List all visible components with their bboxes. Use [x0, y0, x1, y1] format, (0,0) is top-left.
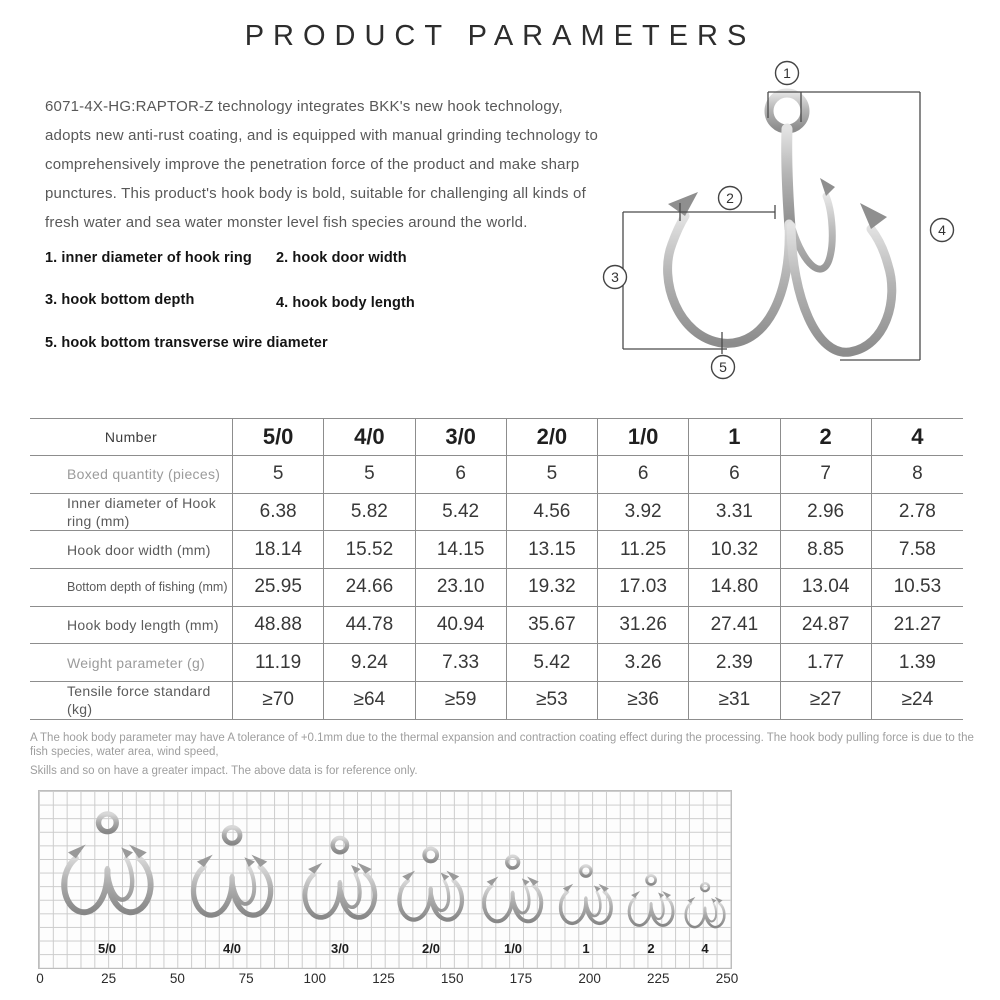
table-cell: ≥59	[416, 682, 507, 720]
table-cell: 2.78	[872, 494, 963, 532]
table-cell: 23.10	[416, 569, 507, 607]
table-header-size-4: 4	[872, 419, 963, 456]
treble-hook-drawing	[570, 58, 1000, 388]
table-cell: 6	[689, 456, 780, 494]
table-cell: ≥64	[324, 682, 415, 720]
table-header-size-5/0: 5/0	[233, 419, 324, 456]
ruler-number: 25	[101, 971, 117, 986]
description-line: punctures. This product's hook body is bold, suitable for challenging all kinds of	[45, 185, 586, 202]
size-chart-label: 5/0	[97, 941, 117, 956]
footnote-line: Skills and so on have a greater impact. The above data is for reference only.	[30, 765, 418, 777]
ruler-number: 150	[440, 971, 464, 986]
table-cell: 8	[872, 456, 963, 494]
table-cell: ≥31	[689, 682, 780, 720]
ruler-number: 100	[303, 971, 327, 986]
marker-5-label: 5	[719, 359, 727, 375]
table-row-label: Boxed quantity (pieces)	[30, 456, 233, 494]
legend-item-2: 2. hook door width	[276, 250, 407, 266]
table-cell: 8.85	[781, 531, 872, 569]
ruler-number: 125	[372, 971, 395, 986]
table-cell: 3.26	[598, 644, 689, 682]
table-cell: 10.53	[872, 569, 963, 607]
ruler	[0, 971, 1000, 993]
treble-hook-size-2	[626, 873, 676, 939]
treble-hook-size-2/0	[395, 845, 466, 939]
table-cell: 5	[324, 456, 415, 494]
hook-body	[668, 93, 892, 352]
marker-2-label: 2	[726, 190, 734, 206]
marker-4	[931, 219, 954, 242]
table-row-label: Tensile force standard (kg)	[30, 682, 233, 720]
marker-3-label: 3	[611, 269, 619, 285]
table-cell: 15.52	[324, 531, 415, 569]
marker-2	[719, 187, 742, 210]
footnote-line: fish species, water area, wind speed,	[30, 746, 219, 758]
size-chart-label: 3/0	[330, 941, 350, 956]
hook-points	[668, 178, 887, 229]
table-cell: 24.66	[324, 569, 415, 607]
spec-table	[30, 418, 963, 720]
size-chart-label: 1/0	[503, 941, 523, 956]
ruler-number: 175	[509, 971, 533, 986]
table-cell: 44.78	[324, 607, 415, 645]
table-cell: 5	[507, 456, 598, 494]
table-cell: ≥70	[233, 682, 324, 720]
table-cell: 35.67	[507, 607, 598, 645]
table-cell: 14.80	[689, 569, 780, 607]
footnote	[30, 731, 988, 778]
table-cell: ≥36	[598, 682, 689, 720]
description-line: 6071-4X-HG:RAPTOR-Z technology integrates BKK's new hook technology,	[45, 98, 563, 115]
table-cell: 5.42	[416, 494, 507, 532]
table-cell: 7.58	[872, 531, 963, 569]
table-cell: 2.96	[781, 494, 872, 532]
table-cell: 6.38	[233, 494, 324, 532]
treble-hook-size-3/0	[300, 834, 380, 939]
table-cell: 10.32	[689, 531, 780, 569]
size-chart-label: 4/0	[222, 941, 242, 956]
table-cell: 6	[598, 456, 689, 494]
ruler-number: 250	[715, 971, 739, 986]
table-row-label: Hook body length (mm)	[30, 607, 233, 645]
table-cell: 19.32	[507, 569, 598, 607]
table-cell: ≥53	[507, 682, 598, 720]
treble-hook-size-5/0	[58, 809, 157, 939]
size-chart-label: 1	[582, 941, 590, 956]
table-cell: 1.39	[872, 644, 963, 682]
table-cell: 17.03	[598, 569, 689, 607]
footnote-line: A The hook body parameter may have A tolerance of +0.1mm due to the thermal expansion and contraction coating effect during the processing. The hook body pulling force is due to the	[30, 732, 974, 744]
table-cell: 4.56	[507, 494, 598, 532]
table-cell: 9.24	[324, 644, 415, 682]
legend-item-4: 4. hook body length	[276, 295, 415, 311]
table-cell: ≥27	[781, 682, 872, 720]
marker-4-label: 4	[938, 222, 946, 238]
treble-hook-size-4/0	[188, 823, 276, 939]
description-line: adopts new anti-rust coating, and is equipped with manual grinding technology to	[45, 127, 599, 144]
size-chart-label: 2	[647, 941, 655, 956]
ruler-number: 75	[238, 971, 254, 986]
table-cell: ≥24	[872, 682, 963, 720]
table-header-size-1: 1	[689, 419, 780, 456]
table-cell: 24.87	[781, 607, 872, 645]
size-chart-label: 4	[701, 941, 709, 956]
table-cell: 1.77	[781, 644, 872, 682]
table-cell: 11.19	[233, 644, 324, 682]
ruler-number: 200	[578, 971, 601, 986]
table-header-number: Number	[30, 419, 233, 456]
legend-item-1: 1. inner diameter of hook ring	[45, 250, 252, 266]
table-cell: 18.14	[233, 531, 324, 569]
treble-hook-size-4	[683, 881, 727, 939]
table-cell: 11.25	[598, 531, 689, 569]
legend-item-3: 3. hook bottom depth	[45, 292, 195, 308]
table-cell: 7.33	[416, 644, 507, 682]
size-chart-label: 2/0	[421, 941, 441, 956]
ruler-number: 50	[169, 971, 185, 986]
treble-hook-size-1/0	[480, 853, 545, 939]
hook-diagram	[570, 58, 1000, 388]
table-cell: 5.42	[507, 644, 598, 682]
table-row-label: Hook door width (mm)	[30, 531, 233, 569]
size-chart	[38, 790, 732, 969]
marker-5	[712, 356, 735, 379]
table-cell: 14.15	[416, 531, 507, 569]
ruler-number: 225	[647, 971, 670, 986]
product-description	[45, 92, 598, 237]
table-cell: 5	[233, 456, 324, 494]
table-cell: 3.31	[689, 494, 780, 532]
table-header-size-1/0: 1/0	[598, 419, 689, 456]
marker-1	[776, 62, 799, 85]
table-cell: 48.88	[233, 607, 324, 645]
table-cell: 13.04	[781, 569, 872, 607]
marker-1-label: 1	[783, 65, 791, 81]
table-row-label: Weight parameter (g)	[30, 644, 233, 682]
table-cell: 2.39	[689, 644, 780, 682]
table-header-size-3/0: 3/0	[416, 419, 507, 456]
table-cell: 31.26	[598, 607, 689, 645]
table-cell: 6	[416, 456, 507, 494]
description-line: comprehensively improve the penetration force of the product and make sharp	[45, 156, 580, 173]
table-row-label: Inner diameter of Hook ring (mm)	[30, 494, 233, 532]
table-header-size-4/0: 4/0	[324, 419, 415, 456]
table-header-size-2: 2	[781, 419, 872, 456]
ruler-number: 0	[36, 971, 44, 986]
marker-3	[604, 266, 627, 289]
table-cell: 7	[781, 456, 872, 494]
page-title: PRODUCT PARAMETERS	[244, 20, 756, 52]
table-row-label: Bottom depth of fishing (mm)	[30, 569, 233, 607]
description-line: fresh water and sea water monster level fish species around the world.	[45, 214, 528, 231]
table-cell: 5.82	[324, 494, 415, 532]
table-cell: 25.95	[233, 569, 324, 607]
legend-item-5: 5. hook bottom transverse wire diameter	[45, 335, 328, 351]
table-cell: 3.92	[598, 494, 689, 532]
table-cell: 40.94	[416, 607, 507, 645]
table-header-size-2/0: 2/0	[507, 419, 598, 456]
table-cell: 21.27	[872, 607, 963, 645]
table-cell: 13.15	[507, 531, 598, 569]
table-cell: 27.41	[689, 607, 780, 645]
treble-hook-size-1	[557, 863, 615, 939]
